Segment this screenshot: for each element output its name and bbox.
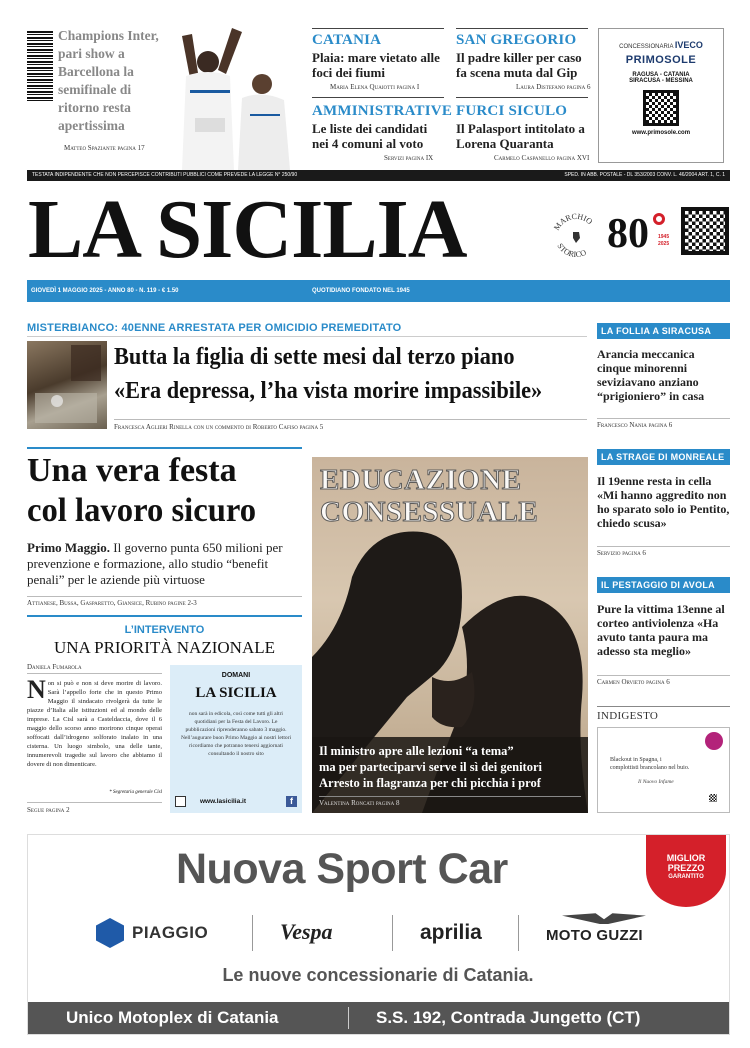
top-col-text-furci-siculo[interactable]: Il Palasport intitolato a Lorena Quaranta	[456, 121, 585, 151]
intervento-title[interactable]: UNA PRIORITÀ NAZIONALE	[54, 638, 275, 657]
top-col-byline-catania	[330, 83, 419, 91]
intervento-body-text: on si può e non si deve morire di lavoro. Sarà l’appello forte che in questo Primo Maggio il sindacato rivolgerà da tutte le piazze d’Italia alle istituzioni ed al mondo delle imprese. La Cisl sarà a Casteldaccia, dove il 6 maggio dello scorso anno morirono cinque operai soffocati dall’idrogeno solforato inalato in una cisterna. Un luogo simbolo, una delle tante, innumerevoli tragedie sul lavoro che abbiamo il dovere di non dimenticare.	[27, 680, 162, 768]
degree-icon	[653, 213, 665, 225]
byline-name: Francesco Nania	[597, 421, 647, 429]
ad-concessionaria: CONCESSIONARIA	[619, 44, 674, 50]
brand-vespa: Vespa	[280, 919, 333, 944]
page-ref: pagina 5	[299, 423, 324, 431]
seal-text-marchio: MARCHIO	[552, 211, 595, 232]
byline-name: Valentina Roncati	[319, 799, 375, 807]
badge-line-2: PREZZO	[667, 863, 705, 873]
page-ref: pagina 6	[622, 549, 646, 557]
domani-body: non sarà in edicola, così come tutti gli altri quotidiani per la Festa del Lavoro. Le pubblicazioni riprenderanno sabato 3 maggio. Nell’augurare buon Primo Maggio ai nostri lettori ricordiamo che potranno tenersi aggiornati consultando il nostro sito	[181, 711, 291, 757]
educazione-caption-2: ma per parteciparvi serve il sì dei genitori	[319, 760, 542, 774]
facebook-icon[interactable]: f	[286, 796, 297, 807]
dateline-left: GIOVEDÌ 1 MAGGIO 2025 - ANNO 80 - N. 119 - € 1.50	[31, 288, 179, 294]
top-col-byline-san-gregorio	[516, 83, 590, 91]
byline-name: Attianese, Bussa, Gasparetto, Giansice, Rubino	[27, 599, 167, 607]
svg-text:MARCHIO	[552, 212, 594, 232]
top-col-text-amministrative[interactable]: Le liste dei candidati nei 4 comuni al voto	[312, 121, 428, 151]
lasicilia-app-icon	[175, 796, 186, 807]
byline-name: Servizio	[597, 549, 621, 557]
page-ref: pagine 2-3	[167, 599, 197, 607]
festa-byline	[27, 599, 197, 607]
educazione-byline	[319, 799, 400, 807]
badge-line-1: MIGLIOR	[666, 853, 706, 863]
ad-bar-right: S.S. 192, Contrada Jungetto (CT)	[376, 1008, 641, 1027]
top-col-text-catania[interactable]: Plaia: mare vietato alle foci dei fiumi	[312, 50, 440, 80]
qr-code-icon[interactable]	[681, 207, 729, 255]
info-strip	[27, 170, 730, 181]
anniversary-logo	[607, 207, 669, 261]
strip-left-text: TESTATA INDIPENDENTE CHE NON PERCEPISCE CONTRIBUTI PUBBLICI COME PREVEDE LA LEGGE N° 250/90	[32, 172, 298, 178]
domani-url[interactable]: www.lasicilia.it	[200, 798, 246, 805]
domani-box[interactable]	[170, 665, 302, 813]
ad-title: Nuova Sport Car	[176, 845, 508, 893]
festa-headline-1[interactable]: Una vera festa	[27, 452, 237, 489]
top-col-section-san-gregorio[interactable]: SAN GREGORIO	[456, 32, 577, 48]
top-teaser-headline[interactable]: Champions Inter, pari show a Barcellona la semifinale di ritorno resta apertissima	[58, 28, 159, 133]
brand-moto-guzzi: MOTO GUZZI	[546, 927, 643, 944]
right-tag-monreale[interactable]: LA STRAGE DI MONREALE	[597, 449, 730, 465]
indigesto-logo-icon	[705, 732, 723, 750]
ad-bar-left: Unico Motoplex di Catania	[66, 1008, 279, 1027]
top-col-byline-furci-siculo	[494, 154, 589, 162]
byline-name: Carmelo Caspanello	[494, 154, 555, 162]
page-ref: pagina IX	[405, 154, 434, 162]
ad-cities-1: RAGUSA - CATANIA	[632, 72, 690, 78]
right-tag-avola[interactable]: IL PESTAGGIO DI AVOLA	[597, 577, 730, 593]
top-col-section-furci-siculo[interactable]: FURCI SICULO	[456, 103, 568, 119]
indigesto-box[interactable]	[597, 727, 730, 813]
strip-right-text: SPED. IN ABB. POSTALE - DL 353/2003 CONV. L. 46/2004 ART. 1, C. 1	[564, 172, 725, 178]
piaggio-logo-icon	[96, 918, 124, 948]
dateline-center: QUOTIDIANO FONDATO NEL 1945	[312, 288, 410, 294]
ad-sport-car[interactable]	[27, 834, 730, 1035]
educazione-title-2: CONSESSUALE	[320, 496, 539, 528]
ad-primosole[interactable]	[598, 28, 724, 163]
right-byline-avola	[597, 678, 670, 686]
seal-text-storico: STORICO	[555, 241, 588, 260]
right-text-monreale[interactable]: Il 19enne resta in cella «Mi hanno aggredito non ho sparato solo io Pentito, chiedo scusa»	[597, 474, 730, 530]
festa-lead-bold: Primo Maggio.	[27, 540, 111, 555]
educazione-caption-1: Il ministro apre alle lezioni “a tema”	[319, 744, 514, 758]
educazione-title-1: EDUCAZIONE	[320, 464, 522, 496]
right-text-avola[interactable]: Pure la vittima 13enne al corteo antiviolenza «Ha avuto tanta paura ma adesso sta meglio»	[597, 602, 725, 658]
ad-price-badge	[646, 835, 726, 907]
byline-name: Servizi	[384, 154, 404, 162]
page-ref: pagina 8	[375, 799, 400, 807]
brand-aprilia: aprilia	[420, 921, 482, 944]
anniversary-year-start: 1945	[658, 234, 670, 240]
indigesto-text: Blackout in Spagna, i complottisti brancolano nel buio.	[610, 757, 690, 771]
top-col-text-san-gregorio[interactable]: Il padre killer per caso fa scena muta dal Gip	[456, 50, 582, 80]
ad-bottom-bar	[28, 1002, 729, 1034]
ad-cities-2: SIRACUSA - MESSINA	[629, 78, 693, 84]
lead-headline-2[interactable]: «Era depressa, l’ha vista morire impassibile»	[114, 378, 543, 404]
intervento-author: Daniela Fumarola	[27, 663, 82, 671]
lead-headline-1[interactable]: Butta la figlia di sette mesi dal terzo piano	[114, 344, 515, 370]
right-text-siracusa[interactable]: Arancia meccanica cinque minorenni seviziavano anziano “prigioniero” in casa	[597, 347, 705, 403]
lead-photo[interactable]	[27, 341, 107, 429]
festa-summary[interactable]	[27, 540, 302, 588]
barcode-icon	[27, 31, 53, 103]
ad-primosole-name: PRIMOSOLE	[625, 54, 697, 66]
ad-brand-iveco: IVECO	[674, 40, 703, 50]
domani-title: LA SICILIA	[195, 685, 277, 701]
ad-url[interactable]: www.primosole.com	[631, 130, 691, 136]
byline-name: Laura Distefano	[516, 83, 566, 91]
page-ref: pagina XVI	[556, 154, 590, 162]
svg-text:STORICO	[555, 242, 587, 259]
byline-name: Matteo Spaziante	[64, 144, 116, 152]
anniversary-number: 80	[607, 211, 649, 257]
right-byline-siracusa	[597, 421, 672, 429]
top-col-section-amministrative[interactable]: AMMINISTRATIVE	[312, 103, 453, 119]
top-col-byline-amministrative	[384, 154, 433, 162]
page-ref: pagina I	[396, 83, 420, 91]
intervento-kicker: L’INTERVENTO	[124, 624, 205, 636]
intervento-foot: Segue pagina 2	[27, 806, 70, 814]
qr-code-icon	[709, 794, 717, 802]
ad-subtitle: Le nuove concessionarie di Catania.	[222, 965, 534, 985]
football-players-photo[interactable]	[160, 18, 305, 170]
page-ref: pagina 17	[117, 144, 145, 152]
right-byline-monreale	[597, 549, 646, 557]
indigesto-label: INDIGESTO	[597, 710, 659, 722]
domani-kicker: DOMANI	[221, 672, 251, 679]
educazione-photo[interactable]	[312, 457, 588, 813]
byline-name: Carmen Orvieto	[597, 678, 645, 686]
lead-kicker[interactable]: MISTERBIANCO: 40ENNE ARRESTATA PER OMICIDIO PREMEDITATO	[27, 322, 402, 334]
page-ref: pagina 6	[648, 421, 673, 429]
right-tag-siracusa[interactable]: LA FOLLIA A SIRACUSA	[597, 323, 730, 339]
dateline-bar	[27, 280, 730, 302]
qr-code-icon	[643, 90, 679, 126]
festa-body: Il governo punta 650 milioni per prevenzione e formazione, allo studio “benefit penali” per le aziende più virtuose	[27, 540, 283, 587]
top-col-section-catania[interactable]: CATANIA	[312, 32, 382, 48]
moto-guzzi-eagle-icon	[562, 912, 646, 924]
byline-name: Maria Elena Quaiotti	[330, 83, 395, 91]
byline-name: Francesca Aglieri Rinella con un commento di Roberto Cafiso	[114, 423, 298, 431]
page-ref: pagina 6	[566, 83, 591, 91]
anniversary-year-end: 2025	[658, 241, 670, 247]
intervento-note: * Segretaria generale Cisl	[109, 790, 162, 795]
page-ref: pagina 6	[646, 678, 670, 686]
ad-line-concessionaria	[599, 40, 723, 50]
educazione-caption-3: Arresto in flagranza per chi picchia i prof	[319, 776, 541, 790]
marchio-storico-seal	[549, 208, 603, 262]
indigesto-sign: Il Nuovo Infame	[638, 779, 674, 785]
lead-byline	[114, 423, 323, 431]
intervento-body[interactable]	[27, 675, 162, 769]
masthead-title[interactable]: LA SICILIA	[28, 183, 467, 276]
dropcap: N	[27, 675, 46, 704]
brand-piaggio: PIAGGIO	[132, 923, 209, 942]
festa-headline-2[interactable]: col lavoro sicuro	[27, 492, 257, 529]
badge-line-3: GARANTITO	[668, 874, 704, 880]
top-teaser-byline	[64, 144, 145, 152]
